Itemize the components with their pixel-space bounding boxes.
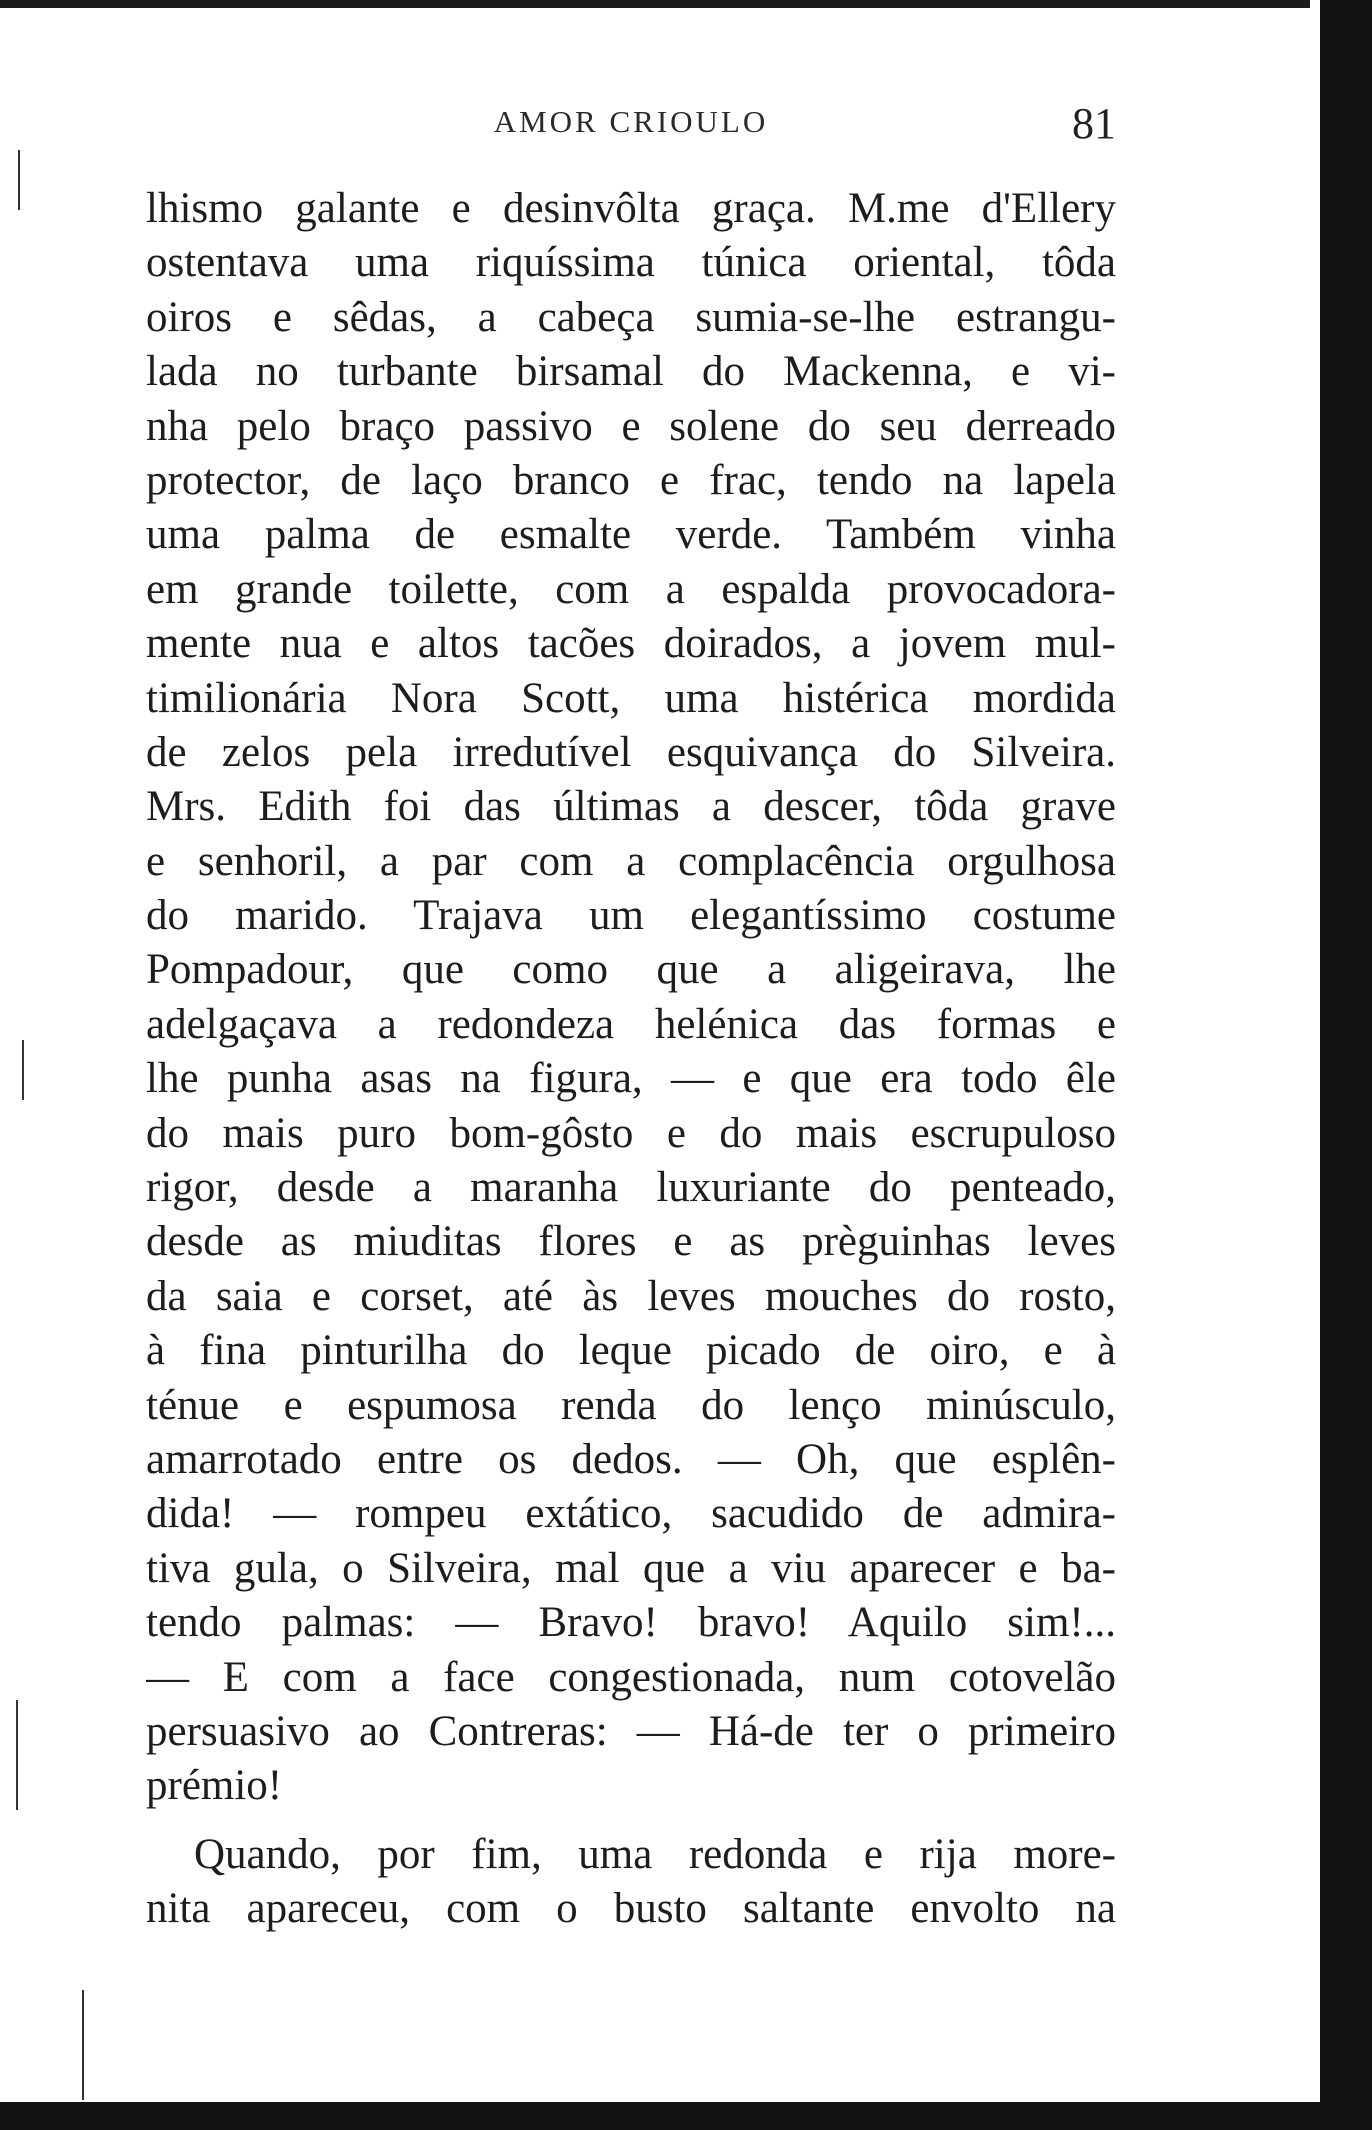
text-line: tiva gula, o Silveira, mal que a viu aparecer e ba- <box>146 1544 1116 1592</box>
text-line: ténue e espumosa renda do lenço minúsculo, <box>146 1381 1116 1429</box>
text-line: lhismo galante e desinvôlta graça. M.me d'Ellery <box>146 185 1116 232</box>
text-line: lhe punha asas na figura, — e que era todo êle <box>146 1055 1116 1103</box>
text-line: do mais puro bom-gôsto e do mais escrupuloso <box>146 1109 1116 1157</box>
text-line: em grande toilette, com a espalda provocadora- <box>146 565 1116 613</box>
scan-left-mark <box>16 1700 18 1810</box>
text-line: desde as miuditas flores e as prèguinhas leves <box>146 1218 1116 1266</box>
body-text <box>146 182 1116 1937</box>
text-line: uma palma de esmalte verde. Também vinha <box>146 511 1116 559</box>
text-line: amarrotado entre os dedos. — Oh, que esplên- <box>146 1435 1116 1483</box>
text-line: timilionária Nora Scott, uma histérica mordida <box>146 674 1116 722</box>
text-line: Quando, por fim, uma redonda e rija more- <box>194 1830 1116 1878</box>
text-line: à fina pinturilha do leque picado de oiro, e à <box>146 1327 1116 1375</box>
text-line: de zelos pela irredutível esquivança do Silveira. <box>146 728 1116 776</box>
text-line: nita apareceu, com o busto saltante envolto na <box>146 1885 1116 1933</box>
text-line: persuasivo ao Contreras: — Há-de ter o primeiro <box>146 1707 1116 1755</box>
text-line: tendo palmas: — Bravo! bravo! Aquilo sim!... <box>146 1599 1116 1647</box>
scan-top-edge <box>0 0 1310 8</box>
text-line: adelgaçava a redondeza helénica das formas e <box>146 1000 1116 1048</box>
paragraph-gap <box>146 1814 1116 1828</box>
text-line: nha pelo braço passivo e solene do seu derreado <box>146 402 1116 450</box>
text-line: Pompadour, que como que a aligeirava, lhe <box>146 946 1116 994</box>
text-line: Mrs. Edith foi das últimas a descer, tôda grave <box>146 783 1116 831</box>
page-number: 81 <box>1072 99 1116 148</box>
scan-right-edge <box>1320 0 1372 2130</box>
text-line: — E com a face congestionada, num cotovelão <box>146 1653 1116 1701</box>
running-title: AMOR CRIOULO <box>493 104 769 139</box>
text-line: da saia e corset, até às leves mouches do rosto, <box>146 1272 1116 1320</box>
text-line: ostentava uma riquíssima túnica oriental, tôda <box>146 239 1116 287</box>
scan-left-mark <box>18 150 20 210</box>
paragraph <box>146 182 1116 1814</box>
text-line: mente nua e altos tacões doirados, a jovem mul- <box>146 620 1116 668</box>
scan-left-mark <box>82 1990 84 2100</box>
text-line: oiros e sêdas, a cabeça sumia-se-lhe estrangu- <box>146 293 1116 341</box>
text-line: lada no turbante birsamal do Mackenna, e vi- <box>146 348 1116 396</box>
running-head <box>146 98 1116 148</box>
scan-bottom-edge <box>0 2102 1372 2130</box>
text-line: e senhoril, a par com a complacência orgulhosa <box>146 837 1116 885</box>
scan-left-mark <box>22 1040 24 1100</box>
text-line: dida! — rompeu extático, sacudido de admira- <box>146 1490 1116 1538</box>
paragraph <box>146 1828 1116 1937</box>
text-line: rigor, desde a maranha luxuriante do penteado, <box>146 1164 1116 1212</box>
text-line: do marido. Trajava um elegantíssimo costume <box>146 892 1116 940</box>
text-line: protector, de laço branco e frac, tendo na lapela <box>146 456 1116 504</box>
text-line: prémio! <box>146 1762 283 1810</box>
